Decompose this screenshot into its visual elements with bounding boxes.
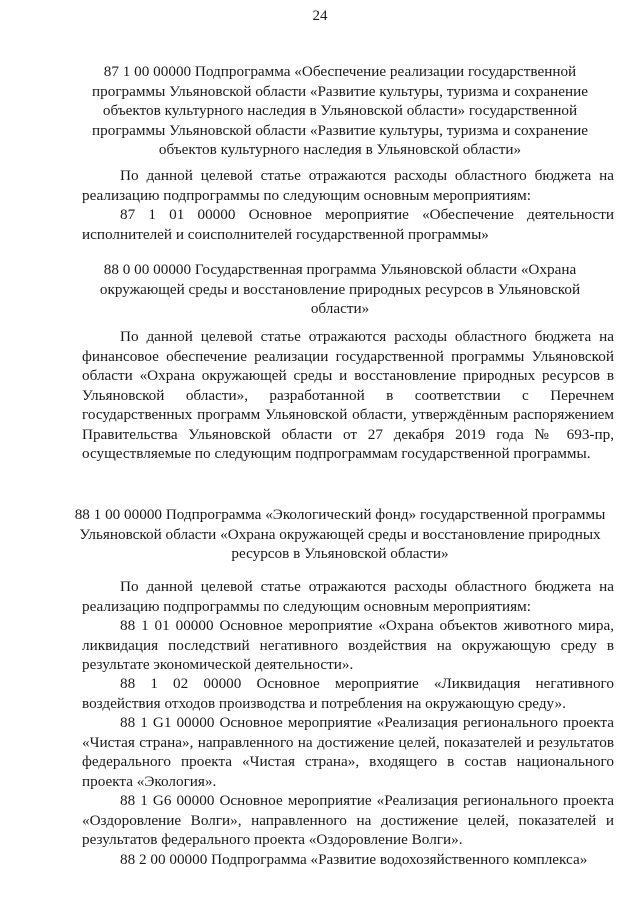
paragraph-88-2: 88 2 00 00000 Подпрограмма «Развитие водохозяйственного комплекса»	[120, 851, 588, 868]
heading-program-88: 88 0 00 00000 Государственная программа Ульяновской области «Охрана окружающей среды и восстановление природных ресурсов в Ульяновской области»	[99, 261, 581, 317]
heading-subprogram-88-1: 88 1 00 00000 Подпрограмма «Экологический фонд» государственной программы Ульяновской области «Охрана окружающей среды и восстановление природных ресурсов в Ульяновской области»	[74, 506, 606, 562]
heading-subprogram-87-1: 87 1 00 00000 Подпрограмма «Обеспечение реализации государственной программы Ульяновской области «Развитие культуры, туризма и сохранение объектов культурного наследия в Ульяновской области» государственной программы Ульяновской области «Развитие культуры, туризма и сохранение объектов культурного наследия в Ульяновской области»	[92, 63, 588, 158]
paragraph-88-1-g6: 88 1 G6 00000 Основное мероприятие «Реализация регионального проекта «Оздоровление Волги», направленного на достижение целей, показателей и результатов федерального проекта «Оздоровление Волги».	[82, 792, 614, 848]
paragraph-88-1-01: 88 1 01 00000 Основное мероприятие «Охрана объектов животного мира, ликвидация последствий негативного воздействия на окружающую среду в результате экономической деятельности».	[82, 617, 614, 673]
paragraph-87-expenses: По данной целевой статье отражаются расходы областного бюджета на реализацию подпрограммы по следующим основным мероприятиям:	[82, 167, 614, 204]
paragraph-88-1-02: 88 1 02 00000 Основное мероприятие «Ликвидация негативного воздействия отходов производства и потребления на окружающую среду».	[82, 675, 614, 712]
paragraph-88-1-g1: 88 1 G1 00000 Основное мероприятие «Реализация регионального проекта «Чистая страна», направленного на достижение целей, показателей и результатов федерального проекта «Чистая страна», входящего в состав национального проекта «Экология».	[82, 714, 614, 790]
page-number: 24	[312, 8, 328, 24]
paragraph-88-1-expenses: По данной целевой статье отражаются расходы областного бюджета на реализацию подпрограммы по следующим основным мероприятиям:	[82, 578, 614, 615]
paragraph-88-financing: По данной целевой статье отражаются расходы областного бюджета на финансовое обеспечение реализации государственной программы Ульяновской области «Охрана окружающей среды и восстановление природных ресурсов в Ульяновской области», разработанной в соответствии с Перечнем государственных программ Ульяновской области, утверждённым распоряжением Правительства Ульяновской области от 27 декабря 2019 года № 693-пр, осуществляемые по следующим подпрограммам государственной программы.	[82, 328, 614, 462]
paragraph-87-1-01: 87 1 01 00000 Основное мероприятие «Обеспечение деятельности исполнителей и соисполнителей государственной программы»	[82, 206, 614, 243]
